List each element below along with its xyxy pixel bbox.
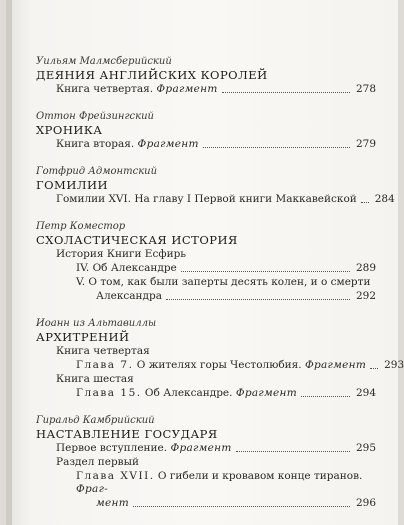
author-name: Уильям Малмсберийский (36, 56, 172, 67)
author-name: Готфрид Адмонтский (36, 166, 158, 177)
fragment-label: Фрагмент (304, 359, 367, 371)
toc-entry[interactable] (36, 83, 376, 96)
page-number: 292 (355, 290, 376, 302)
toc-entry[interactable] (36, 497, 376, 510)
work-title: ГОМИЛИИ (36, 178, 109, 192)
toc-section (36, 414, 376, 510)
book-title: Книга шестая (56, 373, 134, 385)
table-of-contents (36, 55, 404, 510)
toc-section (36, 165, 395, 206)
leader-dots (361, 202, 369, 203)
leader-dots (166, 299, 350, 300)
entry-text: О гибели и кровавом конце тиранов. (154, 470, 363, 482)
toc-section (36, 317, 404, 400)
fragment-label: Фрагмент (156, 83, 218, 95)
author-name: Петр Коместор (36, 221, 126, 232)
toc-entry[interactable] (36, 193, 395, 206)
fragment-label: Фрагмент (137, 138, 199, 150)
chapter-label: Глава 7. (76, 359, 134, 371)
entry-text: Гомилии XVI. На главу I Первой книги Маккавейской (56, 193, 357, 205)
entry-text-line1[interactable]: V. О том, как были заперты десять колен, и о смерти (76, 276, 371, 288)
fragment-label-cont: мент (96, 497, 129, 509)
page-number: 278 (355, 83, 376, 95)
leader-dots (181, 271, 350, 272)
page-number: 293 (384, 359, 404, 371)
chapter-label: Глава XVII. (76, 470, 155, 482)
leader-dots (370, 368, 378, 369)
page-number: 296 (355, 497, 376, 509)
leader-dots (236, 451, 350, 452)
fragment-label: Фрагмент (235, 387, 298, 399)
toc-entry[interactable] (36, 138, 376, 151)
work-title: АРХИТРЕНИЙ (36, 330, 130, 344)
page-number: 295 (355, 442, 376, 454)
leader-dots (301, 396, 350, 397)
chapter-label: Глава 15. (76, 387, 142, 399)
leader-dots (133, 506, 350, 507)
work-title: НАСТАВЛЕНИЕ ГОСУДАРЯ (36, 427, 218, 441)
entry-text: Об Александре. (141, 387, 236, 399)
page-number: 279 (355, 138, 376, 150)
leader-dots (203, 147, 350, 148)
toc-entry[interactable] (36, 262, 376, 275)
book-title: Книга четвертая (56, 345, 150, 357)
entry-text: Книга вторая. (56, 138, 138, 150)
work-title: ХРОНИКА (36, 123, 103, 137)
toc-entry[interactable] (36, 359, 404, 372)
author-name: Иоанн из Альтавиллы (36, 318, 157, 329)
subsection-title: История Книги Есфирь (56, 248, 187, 260)
toc-entry[interactable] (36, 290, 376, 303)
leader-dots (222, 92, 350, 93)
author-name: Гиральд Камбрийский (36, 415, 155, 426)
toc-section (36, 55, 376, 96)
fragment-label: Фрагмент (170, 442, 232, 454)
page-number: 284 (374, 193, 395, 205)
entry-text: Книга четвертая. (56, 83, 157, 95)
toc-section (36, 110, 376, 151)
entry-text: О жителях горы Честолюбия. (133, 359, 305, 371)
toc-section (36, 220, 376, 303)
toc-entry[interactable] (36, 387, 376, 400)
fragment-label: Фраг- (76, 483, 109, 495)
entry-text-line2: Александра (96, 290, 162, 302)
author-name: Оттон Фрейзингский (36, 111, 154, 122)
book-page (6, 0, 404, 525)
page-number: 289 (355, 262, 376, 274)
entry-text-line1[interactable] (36, 470, 376, 496)
work-title: ДЕЯНИЯ АНГЛИЙСКИХ КОРОЛЕЙ (36, 68, 268, 82)
entry-text: Первое вступление. (56, 442, 171, 454)
work-title: СХОЛАСТИЧЕСКАЯ ИСТОРИЯ (36, 233, 238, 247)
entry-text: IV. Об Александре (76, 262, 177, 274)
page-number: 294 (355, 387, 376, 399)
page-gutter (6, 0, 12, 525)
subsection-title: Раздел первый (56, 456, 139, 468)
toc-entry[interactable] (36, 442, 376, 455)
